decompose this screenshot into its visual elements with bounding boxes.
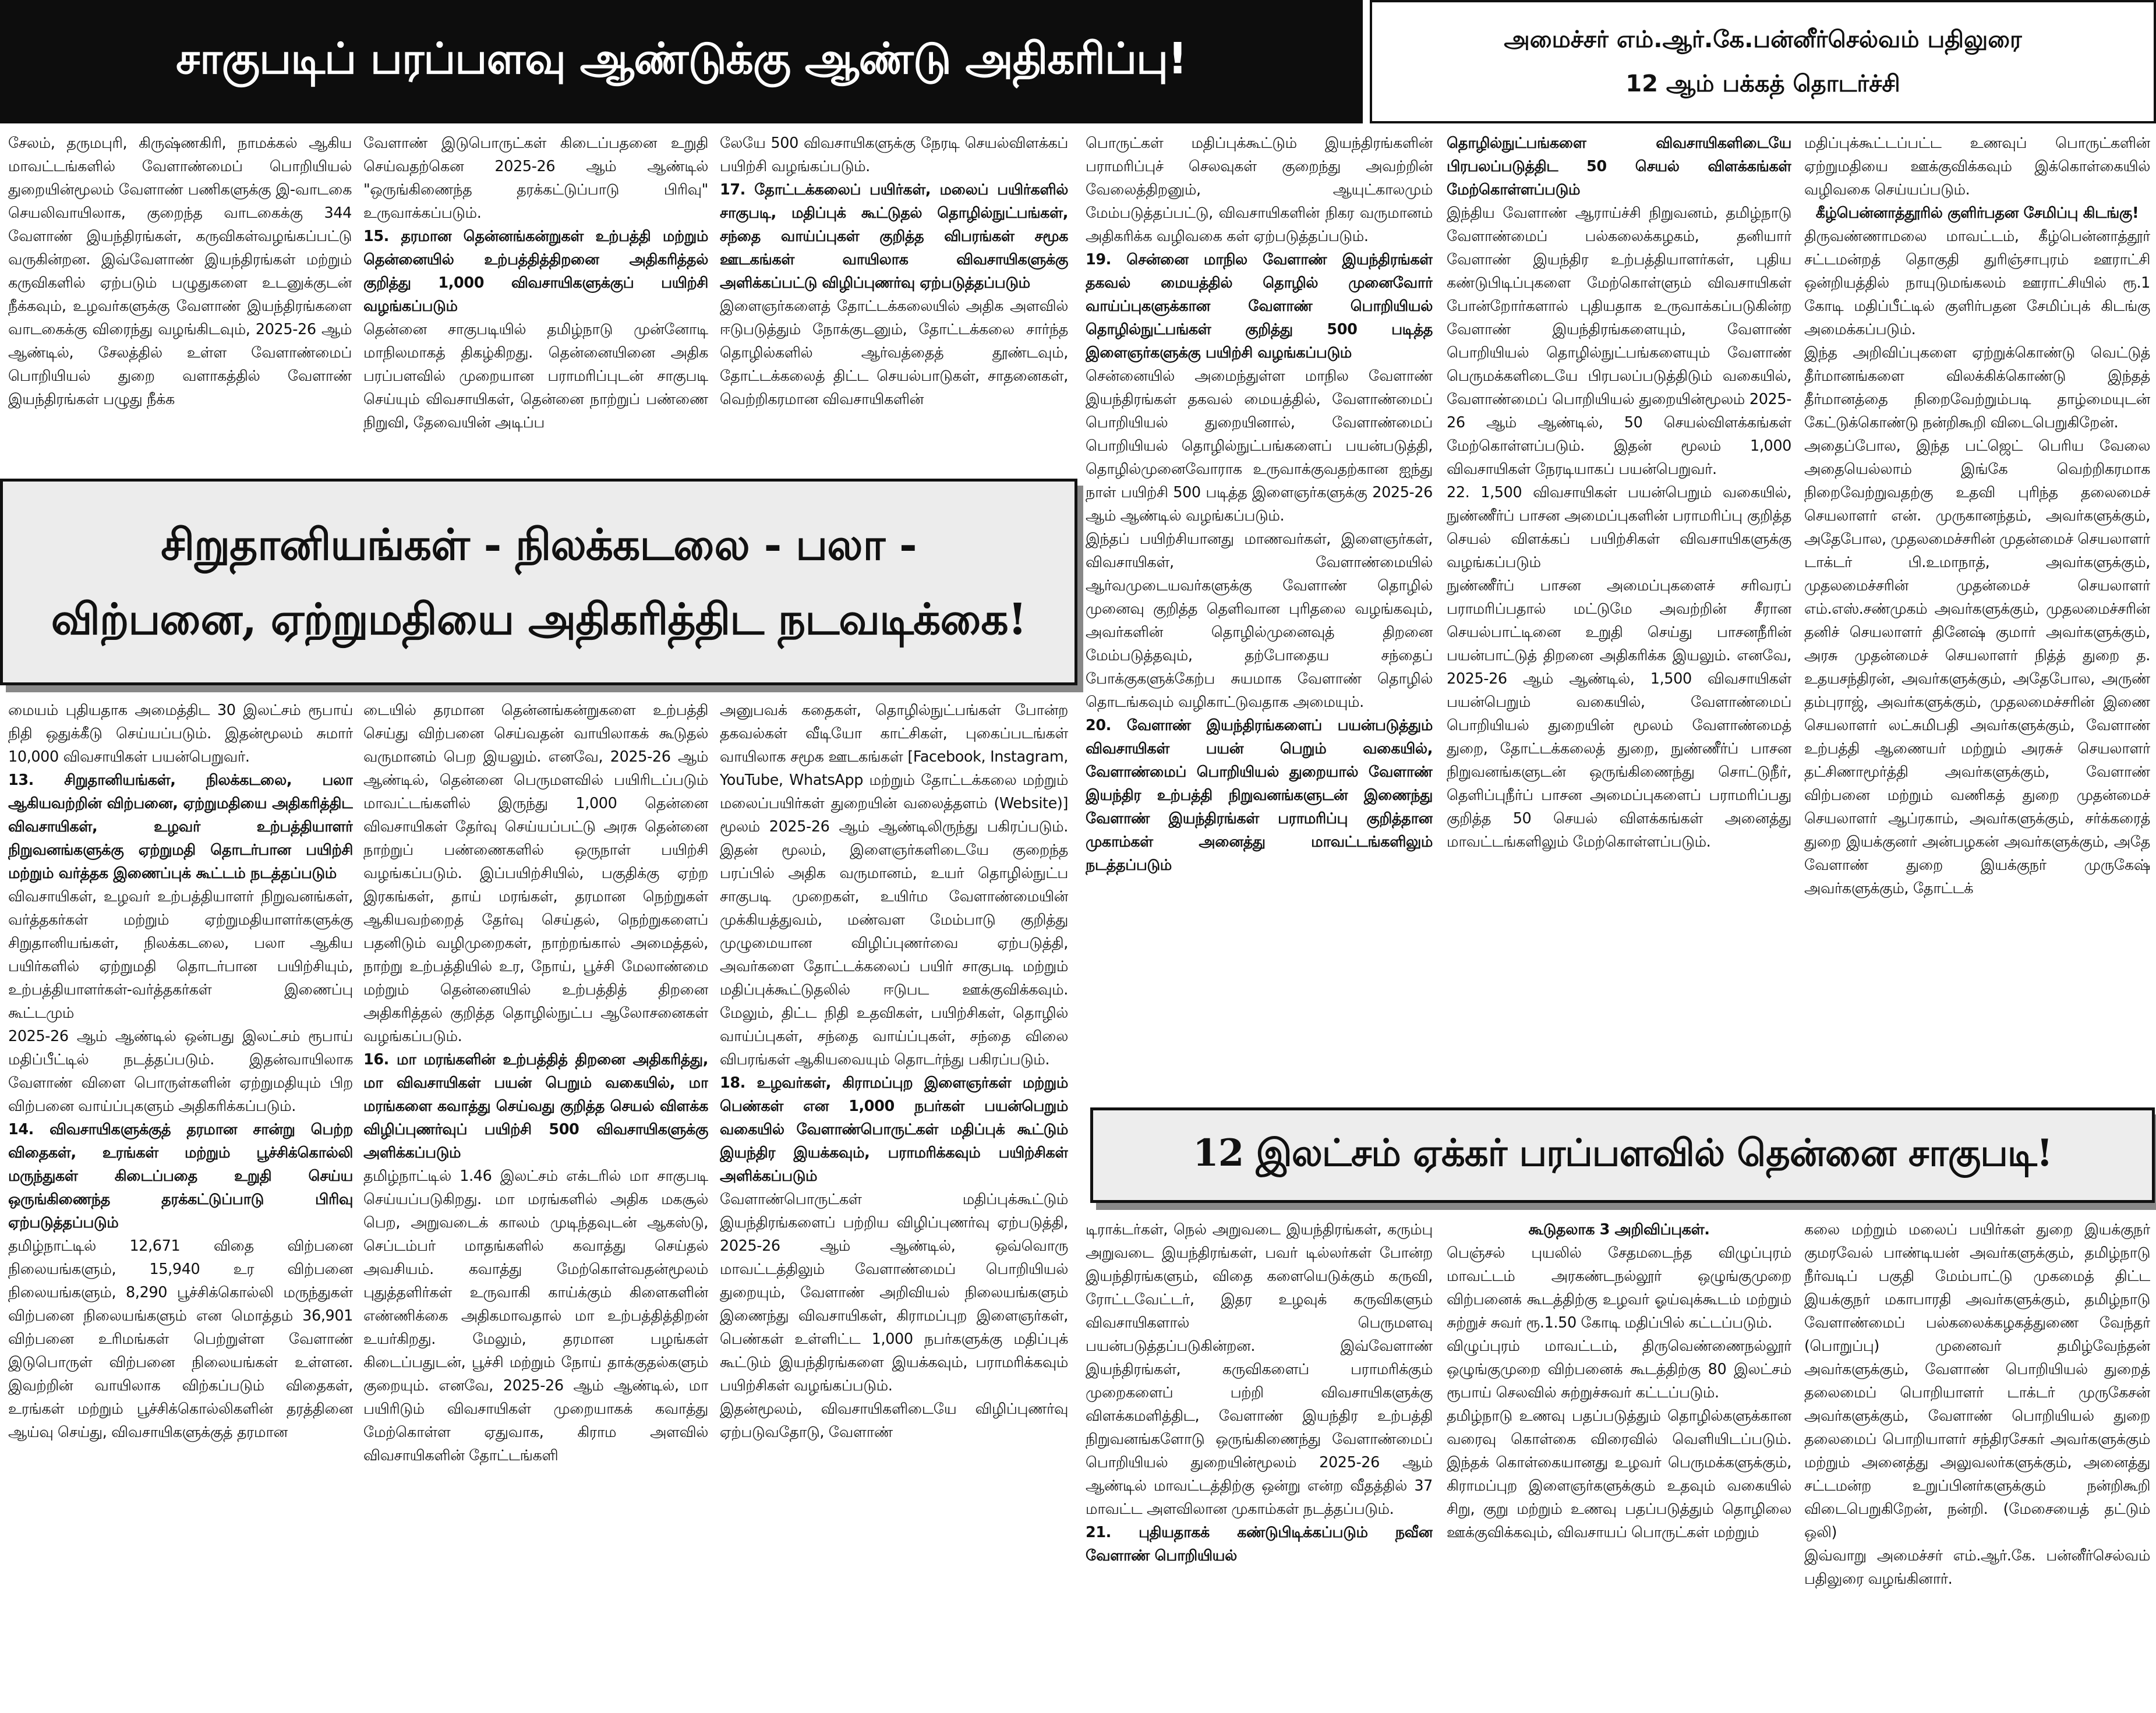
section-heading-coconut: 12 இலட்சம் ஏக்கர் பரப்பளவில் தென்னை சாகுபடி! xyxy=(1090,1107,2155,1203)
section-heading-line-2: விற்பனை, ஏற்றுமதியை அதிகரித்திட நடவடிக்கை! xyxy=(51,594,1027,645)
paragraph: கலை மற்றும் மலைப் பயிர்கள் துறை இயக்குநர் குமரவேல் பாண்டியன் அவர்களுக்கும், தமிழ்நாடு நீர்வடிப் பகுதி மேம்பாட்டு முகமைத் திட்ட இயக்குநர் மகாபாரதி அவர்களுக்கும், தமிழ்நாடு வேளாண்மைப் பல்கலைக்கழகத்துணை வேந்தர் (பொறுப்பு) முனைவர் தமிழ்வேந்தன் அவர்களுக்கும், வேளாண் பொறியியல் துறைத் தலைமைப் பொறியாளர் டாக்டர் முருகேசன் அவர்களுக்கும், வேளாண் பொறியியல் துறை தலைமைப் பொறியாளர் சந்திரசேகர் அவர்களுக்கும் மற்றும் அனைத்து அலுவலர்களுக்கும், அனைத்து சட்டமன்ற உறுப்பினர்களுக்கும் நன்றிகூறி விடைபெறுகிறேன், நன்றி. (மேசையைத் தட்டும் ஒலி) xyxy=(1804,1221,2150,1541)
paragraph: இந்திய வேளாண் ஆராய்ச்சி நிறுவனம், தமிழ்நாடு வேளாண்மைப் பல்கலைக்கழகம், தனியார் வேளாண் இயந்திர உற்பத்தியாளர்கள், புதிய கண்டுபிடிப்புகளை மேற்கொள்ளும் விவசாயிகள் போன்றோர்களால் புதியதாக உருவாக்கப்படுகின்ற வேளாண் இயந்திரங்களையும், வேளாண் பொறியியல் தொழில்நுட்பங்களையும் வேளாண் பெருமக்களிடையே பிரபலப்படுத்திடும் வகையில், வேளாண்மைப் பொறியியல் துறையின்மூலம் 2025-26 ஆம் ஆண்டில், 50 செயல்விளக்கங்கள் மேற்கொள்ளப்படும். இதன் மூலம் 1,000 விவசாயிகள் நேரடியாகப் பயன்பெறுவர். xyxy=(1447,204,1791,478)
paragraph: தமிழ்நாடு உணவு பதப்படுத்தும் தொழில்களுக்கான வரைவு கொள்கை விரைவில் வெளியிடப்படும். இந்தக் கொள்கையானது உழவர் பெருமக்களுக்கும், கிராமப்புற இளைஞர்களுக்கும் உதவும் வகையில் சிறு, குறு மற்றும் உணவு பதப்படுத்தும் தொழிலை ஊக்குவிக்கவும், விவசாயப் பொருட்கள் மற்றும் xyxy=(1447,1407,1791,1541)
paragraph: தமிழ்நாட்டில் 1.46 இலட்சம் எக்டரில் மா சாகுபடி செய்யப்படுகிறது. மா மரங்களில் அதிக மகசூல் பெற, அறுவடைக் காலம் முடிந்தவுடன் ஆகஸ்டு, செப்டம்பர் மாதங்களில் கவாத்து செய்தல் அவசியம். கவாத்து மேற்கொள்வதன்மூலம் புதுத்தளிர்கள் உருவாகி காய்க்கும் கிளைகளின் எண்ணிக்கை அதிகமாவதால் மா உற்பத்தித்திறன் உயர்கிறது. மேலும், தரமான பழங்கள் கிடைப்பதுடன், பூச்சி மற்றும் நோய் தாக்குதல்களும் குறையும். எனவே, 2025-26 ஆம் ஆண்டில், மா பயிரிடும் விவசாயிகள் முறையாகக் கவாத்து மேற்கொள்ள ஏதுவாக, கிராம அளவில் விவசாயிகளின் தோட்டங்களி xyxy=(363,1167,708,1464)
paragraph: பொருட்கள் மதிப்புக்கூட்டும் இயந்திரங்களின் பராமரிப்புச் செலவுகள் குறைந்து அவற்றின் வேலைத்திறனும், ஆயுட்காலமும் மேம்படுத்தப்பட்டு, விவசாயிகளின் நிகர வருமானம் அதிகரிக்க வழிவகை கள் ஏற்படுத்தப்படும். xyxy=(1086,135,1433,245)
column-1-mid xyxy=(8,699,353,1709)
subheading: 16. மா மரங்களின் உற்பத்தித் திறனை அதிகரித்து, மா விவசாயிகள் பயன் பெறும் வகையில், மா மரங்களை கவாத்து செய்வது குறித்த செயல் விளக்க விழிப்புணர்வுப் பயிற்சி 500 விவசாயிகளுக்கு அளிக்கப்படும் xyxy=(363,1051,708,1162)
paragraph: இதன்மூலம், விவசாயிகளிடையே விழிப்புணர்வு ஏற்படுவதோடு, வேளாண் xyxy=(720,1400,1068,1441)
subheading: 17. தோட்டக்கலைப் பயிர்கள், மலைப் பயிர்களில் சாகுபடி, மதிப்புக் கூட்டுதல் தொழில்நுட்பங்கள், சந்தை வாய்ப்புகள் குறித்த விபரங்கள் சமூக ஊடகங்கள் வாயிலாக விவசாயிகளுக்கு அளிக்கப்பட்டு விழிப்புணர்வு ஏற்படுத்தப்படும் xyxy=(720,181,1068,292)
continuation-note: 12 ஆம் பக்கத் தொடர்ச்சி xyxy=(1625,70,1900,97)
side-headline: அமைச்சர் எம்.ஆர்.கே.பன்னீர்செல்வம் பதிலுரை xyxy=(1504,26,2022,53)
column-1-top xyxy=(8,132,352,475)
paragraph: சென்னையில் அமைந்துள்ள மாநில வேளாண் இயந்திரங்கள் தகவல் மையத்தில், வேளாண்மைப் பொறியியல் துறையினால், வேளாண்மைப் பொறியியல் தொழில்நுட்பங்களைப் பயன்படுத்தி, தொழில்முனைவோராக உருவாக்குவதற்கான ஐந்து நாள் பயிற்சி 500 படித்த இளைஞர்களுக்கு 2025-26 ஆம் ஆண்டில் வழங்கப்படும். xyxy=(1086,367,1433,525)
subheading: 20. வேளாண் இயந்திரங்களைப் பயன்படுத்தும் விவசாயிகள் பயன் பெறும் வகையில், வேளாண்மைப் பொறியியல் துறையால் வேளாண் இயந்திர உற்பத்தி நிறுவனங்களுடன் இணைந்து வேளாண் இயந்திரங்கள் பராமரிப்பு குறித்தான முகாம்கள் அனைத்து மாவட்டங்களிலும் நடத்தப்படும் xyxy=(1086,717,1433,874)
paragraph: நுண்ணீர்ப் பாசன அமைப்புகளைச் சரிவரப் பராமரிப்பதால் மட்டுமே அவற்றின் சீரான செயல்பாட்டினை உறுதி செய்து பாசனநீரின் பயன்பாட்டுத் திறனை அதிகரிக்க இயலும். எனவே, 2025-26 ஆம் ஆண்டில், 1,500 விவசாயிகள் பயன்பெறும் வகையில், வேளாண்மைப் பொறியியல் துறையின் மூலம் வேளாண்மைத் துறை, தோட்டக்கலைத் துறை, நுண்ணீர்ப் பாசன நிறுவனங்களுடன் ஒருங்கிணைந்து சொட்டுநீர், தெளிப்புநீர்ப் பாசன அமைப்புகளைப் பராமரிப்பது குறித்த 50 செயல் விளக்கங்கள் அனைத்து மாவட்டங்களிலும் மேற்கொள்ளப்படும். xyxy=(1447,577,1791,851)
paragraph: டிராக்டர்கள், நெல் அறுவடை இயந்திரங்கள், கரும்பு அறுவடை இயந்திரங்கள், பவர் டில்லர்கள் போன்ற இயந்திரங்களும், விதை களையெடுக்கும் கருவி, ரோட்டவேட்டர், இதர உழவுக் கருவிகளும் விவசாயிகளால் பெருமளவு பயன்படுத்தப்படுகின்றன. இவ்வேளாண் இயந்திரங்கள், கருவிகளைப் பராமரிக்கும் முறைகளைப் பற்றி விவசாயிகளுக்கு விளக்கமளித்திட, வேளாண் இயந்திர உற்பத்தி நிறுவனங்களோடு ஒருங்கிணைந்து வேளாண்மைப் பொறியியல் துறையின்மூலம் 2025-26 ஆம் ஆண்டில் மாவட்டத்திற்கு ஒன்று என்ற வீதத்தில் 37 மாவட்ட அளவிலான முகாம்கள் நடத்தப்படும். xyxy=(1086,1221,1433,1518)
subheading: தொழில்நுட்பங்களை விவசாயிகளிடையே பிரபலப்படுத்திட 50 செயல் விளக்கங்கள் மேற்கொள்ளப்படும் xyxy=(1447,135,1791,199)
column-2-top xyxy=(363,132,708,475)
section-heading-millets xyxy=(0,479,1077,685)
paragraph: வேளாண் இடுபொருட்கள் கிடைப்பதனை உறுதி செய்வதற்கென 2025-26 ஆம் ஆண்டில் "ஒருங்கிணைந்த தரக்கட்டுப்பாடு பிரிவு" உருவாக்கப்படும். xyxy=(363,135,708,222)
column-2-mid xyxy=(363,699,708,1709)
subheading: 15. தரமான தென்னங்கன்றுகள் உற்பத்தி மற்றும் தென்னையில் உற்பத்தித்திறனை அதிகரித்தல் குறித்து 1,000 விவசாயிகளுக்குப் பயிற்சி வழங்கப்படும் xyxy=(363,228,708,315)
paragraph: 22. 1,500 விவசாயிகள் பயன்பெறும் வகையில், நுண்ணீர்ப் பாசன அமைப்புகளின் பராமரிப்பு குறித்த செயல் விளக்கப் பயிற்சிகள் விவசாயிகளுக்கு வழங்கப்படும் xyxy=(1447,484,1791,571)
subheading: 21. புதியதாகக் கண்டுபிடிக்கப்படும் நவீன வேளாண் பொறியியல் xyxy=(1086,1524,1433,1565)
column-5 xyxy=(1447,132,1791,1098)
paragraph: இவ்வாறு அமைச்சர் எம்.ஆர்.கே. பன்னீர்செல்வம் பதிலுரை வழங்கினார். xyxy=(1804,1547,2150,1588)
paragraph: சேலம், தருமபுரி, கிருஷ்ணகிரி, நாமக்கல் ஆகிய மாவட்டங்களில் வேளாண்மைப் பொறியியல் துறையின்மூலம் வேளாண் பணிகளுக்கு இ-வாடகை செயலிவாயிலாக, குறைந்த வாடகைக்கு 344 வேளாண் இயந்திரங்கள், கருவிகள்வழங்கப்பட்டு வருகின்றன. இவ்வேளாண் இயந்திரங்கள் மற்றும் கருவிகளில் ஏற்படும் பழுதுகளை உடனுக்குடன் நீக்கவும், உழவர்களுக்கு வேளாண் இயந்திரங்களை வாடகைக்கு விரைந்து வழங்கிடவும், 2025-26 ஆம் ஆண்டில், சேலத்தில் உள்ள வேளாண்மைப் பொறியியல் துறை வளாகத்தில் வேளாண் இயந்திரங்கள் பழுது நீக்க xyxy=(8,135,352,408)
paragraph: இந்தப் பயிற்சியானது மாணவர்கள், இளைஞர்கள், விவசாயிகள், வேளாண்மையில் ஆர்வமுடையவர்களுக்கு வேளாண் தொழில் முனைவு குறித்த தெளிவான புரிதலை வழங்கவும், அவர்களின் தொழில்முனைவுத் திறனை மேம்படுத்தவும், தற்போதைய சந்தைப் போக்குகளுக்கேற்ப சுயமாக வேளாண் தொழில் தொடங்கவும் வழிகாட்டுவதாக அமையும். xyxy=(1086,530,1433,711)
side-headline-box xyxy=(1370,0,2156,123)
paragraph: விவசாயிகள், உழவர் உற்பத்தியாளர் நிறுவனங்கள், வர்த்தகர்கள் மற்றும் ஏற்றுமதியாளர்களுக்கு சிறுதானியங்கள், நிலக்கடலை, பலா ஆகிய பயிர்களில் ஏற்றுமதி தொடர்பான பயிற்சியும், உற்பத்தியாளர்கள்-வர்த்தகர்கள் இணைப்பு கூட்டமும் xyxy=(8,888,353,1022)
paragraph: அனுபவக் கதைகள், தொழில்நுட்பங்கள் போன்ற தகவல்கள் வீடியோ காட்சிகள், புகைப்படங்கள் வாயிலாக சமூக ஊடகங்கள் [Facebook, Instagram, YouTube, WhatsApp மற்றும் தோட்டக்கலை மற்றும் மலைப்பயிர்கள் துறையின் வலைத்தளம் (Website)] மூலம் 2025-26 ஆம் ஆண்டிலிருந்து பகிரப்படும். இதன் மூலம், இளைஞர்களிடையே குறைந்த பரப்பில் அதிக வருமானம், உயர் தொழில்நுட்ப சாகுபடி முறைகள், உயிர்ம வேளாண்மையின் முக்கியத்துவம், மண்வள மேம்பாடு குறித்து முழுமையான விழிப்புணர்வை ஏற்படுத்தி, அவர்களை தோட்டக்கலைப் பயிர் சாகுபடி மற்றும் மதிப்புக்கூட்டுதலில் ஈடுபட ஊக்குவிக்கவும். மேலும், திட்ட நிதி உதவிகள், பயிற்சிகள், தொழில் வாய்ப்புகள், சந்தை வாய்ப்புகள், சந்தை விலை விபரங்கள் ஆகியவையும் தொடர்ந்து பகிரப்படும். xyxy=(720,702,1068,1068)
paragraph: விழுப்புரம் மாவட்டம், திருவெண்ணைநல்லூர் ஒழுங்குமுறை விற்பனைக் கூடத்திற்கு 80 இலட்சம் ரூபாய் செலவில் சுற்றுச்சுவர் கட்டப்படும். xyxy=(1447,1337,1791,1401)
paragraph: 2025-26 ஆம் ஆண்டில் ஒன்பது இலட்சம் ரூபாய் மதிப்பீட்டில் நடத்தப்படும். இதன்வாயிலாக வேளாண் விளை பொருள்களின் ஏற்றுமதியும் பிற விற்பனை வாய்ப்புகளும் அதிகரிக்கப்படும். xyxy=(8,1028,353,1115)
column-4 xyxy=(1086,132,1433,1098)
column-3-top xyxy=(720,132,1068,475)
subheading: கீழ்பென்னாத்தூரில் குளிர்பதன சேமிப்பு கிடங்கு! xyxy=(1815,204,2139,222)
paragraph: லேயே 500 விவசாயிகளுக்கு நேரடி செயல்விளக்கப் பயிற்சி வழங்கப்படும். xyxy=(720,135,1068,175)
subheading: 13. சிறுதானியங்கள், நிலக்கடலை, பலா ஆகியவற்றின் விற்பனை, ஏற்றுமதியை அதிகரித்திட விவசாயிகள், உழவர் உற்பத்தியாளர் நிறுவனங்களுக்கு ஏற்றுமதி தொடர்பான பயிற்சி மற்றும் வர்த்தக இணைப்புக் கூட்டம் நடத்தப்படும் xyxy=(8,771,353,882)
main-headline: சாகுபடிப் பரப்பளவு ஆண்டுக்கு ஆண்டு அதிகரிப்பு! xyxy=(0,0,1363,123)
column-6 xyxy=(1804,132,2150,1098)
paragraph: தமிழ்நாட்டில் 12,671 விதை விற்பனை நிலையங்களும், 15,940 உர விற்பனை நிலையங்களும், 8,290 பூச்சிக்கொல்லி மருந்துகள் விற்பனை நிலையங்களும் என மொத்தம் 36,901 விற்பனை உரிமங்கள் பெற்றுள்ள வேளாண் இடுபொருள் விற்பனை நிலையங்கள் உள்ளன. இவற்றின் வாயிலாக விற்கப்படும் விதைகள், உரங்கள் மற்றும் பூச்சிக்கொல்லிகளின் தரத்தினை ஆய்வு செய்து, விவசாயிகளுக்குத் தரமான xyxy=(8,1237,353,1441)
subheading: 14. விவசாயிகளுக்குத் தரமான சான்று பெற்ற விதைகள், உரங்கள் மற்றும் பூச்சிக்கொல்லி மருந்துகள் கிடைப்பதை உறுதி செய்ய ஒருங்கிணைந்த தரக்கட்டுப்பாடு பிரிவு ஏற்படுத்தப்படும் xyxy=(8,1121,353,1231)
paragraph: மதிப்புக்கூட்டப்பட்ட உணவுப் பொருட்களின் ஏற்றுமதியை ஊக்குவிக்கவும் இக்கொள்கையில் வழிவகை செய்யப்படும். xyxy=(1804,135,2150,199)
paragraph: இந்த அறிவிப்புகளை ஏற்றுக்கொண்டு வெட்டுத் தீர்மானங்களை விலக்கிக்கொண்டு இந்தத் தீர்மானத்தை நிறைவேற்றும்படி தாழ்மையுடன் கேட்டுக்கொண்டு நன்றிகூறி விடைபெறுகிறேன். xyxy=(1804,344,2150,431)
paragraph: திருவண்ணாமலை மாவட்டம், கீழ்பென்னாத்தூர் சட்டமன்றத் தொகுதி துரிஞ்சாபுரம் ஊராட்சி ஒன்றியத்தில் நாயுடுமங்கலம் ஊராட்சியில் ரூ.1 கோடி மதிப்பீட்டில் குளிர்பதன சேமிப்புக் கிடங்கு அமைக்கப்படும். xyxy=(1804,228,2150,338)
paragraph: இளைஞர்களைத் தோட்டக்கலையில் அதிக அளவில் ஈடுபடுத்தும் நோக்குடனும், தோட்டக்கலை சார்ந்த தொழில்களில் ஆர்வத்தைத் தூண்டவும், தோட்டக்கலைத் திட்ட செயல்பாடுகள், சாதனைகள், வெற்றிகரமான விவசாயிகளின் xyxy=(720,298,1068,408)
paragraph: வேளாண்பொருட்கள் மதிப்புக்கூட்டும் இயந்திரங்களைப் பற்றிய விழிப்புணர்வு ஏற்படுத்தி, 2025-26 ஆம் ஆண்டில், ஒவ்வொரு மாவட்டத்திலும் வேளாண்மைப் பொறியியல் துறையும், வேளாண் அறிவியல் நிலையங்களும் இணைந்து விவசாயிகள், கிராமப்புற இளைஞர்கள், பெண்கள் உள்ளிட்ட 1,000 நபர்களுக்கு மதிப்புக் கூட்டும் இயந்திரங்களை இயக்கவும், பராமரிக்கவும் பயிற்சிகள் வழங்கப்படும். xyxy=(720,1191,1068,1395)
section-heading-line-1: சிறுதானியங்கள் - நிலக்கடலை - பலா - xyxy=(161,519,917,570)
column-5-low xyxy=(1447,1218,1791,1709)
column-4-low xyxy=(1086,1218,1433,1709)
paragraph: தென்னை சாகுபடியில் தமிழ்நாடு முன்னோடி மாநிலமாகத் திகழ்கிறது. தென்னையினை அதிக பரப்பளவில் முறையான பராமரிப்புடன் சாகுபடி செய்யும் விவசாயிகள், தென்னை நாற்றுப் பண்ணை நிறுவி, தேவையின் அடிப்ப xyxy=(363,321,708,431)
column-6-low xyxy=(1804,1218,2150,1709)
subheading: 19. சென்னை மாநில வேளாண் இயந்திரங்கள் தகவல் மையத்தில் தொழில் முனைவோர் வாய்ப்புகளுக்கான வேளாண் பொறியியல் தொழில்நுட்பங்கள் குறித்து 500 படித்த இளைஞர்களுக்கு பயிற்சி வழங்கப்படும் xyxy=(1086,251,1433,362)
paragraph: பெஞ்சல் புயலில் சேதமடைந்த விழுப்புரம் மாவட்டம் அரகண்டநல்லூர் ஒழுங்குமுறை விற்பனைக் கூடத்திற்கு உழவர் ஓய்வுக்கூடம் மற்றும் சுற்றுச் சுவர் ரூ.1.50 கோடி மதிப்பில் கட்டப்படும். xyxy=(1447,1244,1791,1332)
paragraph: அதைப்போல, இந்த பட்ஜெட் பெரிய வேலை அதையெல்லாம் இங்கே வெற்றிகரமாக நிறைவேற்றுவதற்கு உதவி புரிந்த தலைமைச் செயலாளர் என். முருகானந்தம், அவர்களுக்கும், அதேபோல, முதலமைச்சரின் முதன்மைச் செயலாளர் டாக்டர் பி.உமாநாத், அவர்களுக்கும், முதலமைச்சரின் முதன்மைச் செயலாளர் எம்.எஸ்.சண்முகம் அவர்களுக்கும், முதலமைச்சரின் தனிச் செயலாளர் தினேஷ் குமார் அவர்களுக்கும், அரசு முதன்மைச் செயலாளர் நித்த் துறை த. உதயசந்திரன், அவர்களுக்கும், அதேபோல, அருண் தம்புராஜ், அவர்களுக்கும், முதலமைச்சரின் இணை செயலாளர் லட்சுமிபதி அவர்களுக்கும், வேளாண் உற்பத்தி ஆணையர் மற்றும் அரசுச் செயலாளர் தட்சிணாமூர்த்தி அவர்களுக்கும், வேளாண் விற்பனை மற்றும் வணிகத் துறை முதன்மைச் செயலாளர் ஆப்ரகாம், அவர்களுக்கும், சர்க்கரைத் துறை இயக்குனர் அன்பழகன் அவர்களுக்கும், அதே வேளாண் துறை இயக்குநர் முருகேஷ் அவர்களுக்கும், தோட்டக் xyxy=(1804,437,2150,897)
column-3-mid xyxy=(720,699,1068,1709)
paragraph: டையில் தரமான தென்னங்கன்றுகளை உற்பத்தி செய்து விற்பனை செய்வதன் வாயிலாகக் கூடுதல் வருமானம் பெற இயலும். எனவே, 2025-26 ஆம் ஆண்டில், தென்னை பெருமளவில் பயிரிடப்படும் மாவட்டங்களில் இருந்து 1,000 தென்னை விவசாயிகள் தேர்வு செய்யப்பட்டு அரசு தென்னை நாற்றுப் பண்ணைகளில் ஒருநாள் பயிற்சி வழங்கப்படும். இப்பயிற்சியில், பகுதிக்கு ஏற்ற இரகங்கள், தாய் மரங்கள், தரமான நெற்றுகள் ஆகியவற்றைத் தேர்வு செய்தல், நெற்றுகளைப் பதனிடும் வழிமுறைகள், நாற்றங்கால் அமைத்தல், நாற்று உற்பத்தியில் உர, நோய், பூச்சி மேலாண்மை மற்றும் தென்னையில் உற்பத்தித் திறனை அதிகரித்தல் குறித்த தொழில்நுட்ப ஆலோசனைகள் வழங்கப்படும். xyxy=(363,702,708,1045)
subheading: கூடுதலாக 3 அறிவிப்புகள். xyxy=(1528,1221,1710,1238)
paragraph: மையம் புதியதாக அமைத்திட 30 இலட்சம் ரூபாய் நிதி ஒதுக்கீடு செய்யப்படும். இதன்மூலம் சுமார் 10,000 விவசாயிகள் பயன்பெறுவர். xyxy=(8,702,353,766)
subheading: 18. உழவர்கள், கிராமப்புற இளைஞர்கள் மற்றும் பெண்கள் என 1,000 நபர்கள் பயன்பெறும் வகையில் வேளாண்பொருட்கள் மதிப்புக் கூட்டும் இயந்திர இயக்கவும், பராமரிக்கவும் பயிற்சிகள் அளிக்கப்படும் xyxy=(720,1074,1068,1185)
